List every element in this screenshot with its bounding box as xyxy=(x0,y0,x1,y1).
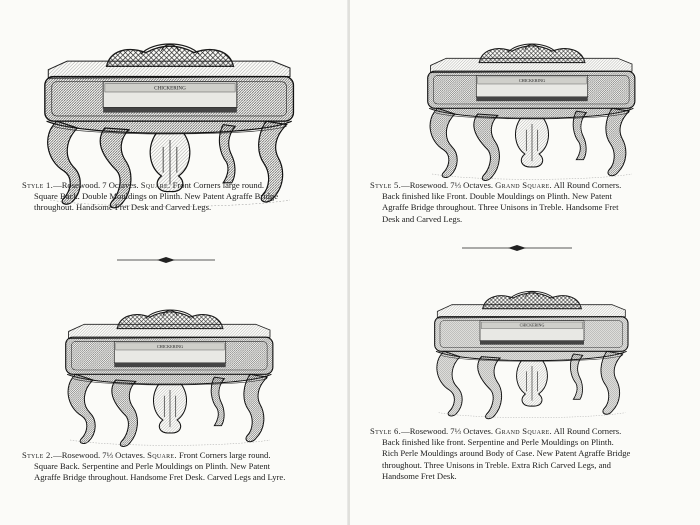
caption-line: Rich Perle Mouldings around Body of Case. New Patent Agraffe Bridge xyxy=(382,448,631,459)
style-label: Style 2. xyxy=(22,450,54,460)
piano-engraving-style-6 xyxy=(386,282,678,422)
caption-line: Back finished like front. Serpentine and Perle Mouldings on Plinth. xyxy=(382,437,614,448)
caption-line: throughout. Three Unisons in Treble. Extra Rich Carved Legs, and xyxy=(382,459,611,470)
style-label: Style 1. xyxy=(22,180,54,190)
caption-text: —Rosewood. 7 Octaves. xyxy=(53,180,141,190)
caption-style-2 xyxy=(22,450,342,484)
caption-keyword: Grand Square. xyxy=(495,180,553,190)
caption-line: Agraffe Bridge throughout. Three Unisons in Treble. Handsome Fret xyxy=(382,202,619,213)
caption-line: Handsome Fret Desk. xyxy=(382,470,457,481)
caption-text: Front Corners large round. xyxy=(170,180,265,190)
caption-style-5 xyxy=(370,180,696,225)
caption-keyword: Square. xyxy=(140,180,171,190)
caption-line: throughout. Handsome Fret Desk and Carved Legs. xyxy=(34,202,212,213)
caption-line: Square Back. Double Mouldings on Plinth. New Patent Agraffe Bridge xyxy=(34,191,279,202)
nameboard-label: CHICKERING xyxy=(518,77,546,83)
caption-line: Agraffe Bridge throughout. Handsome Fret Desk. Carved Legs and Lyre. xyxy=(34,472,286,483)
caption-keyword: Grand Square. xyxy=(495,426,553,436)
style-label: Style 6. xyxy=(370,426,402,436)
caption-text: Front Corners large round. xyxy=(176,450,271,460)
caption-keyword: Square. xyxy=(147,450,177,460)
caption-text: —Rosewood. 7⅓ Octaves. xyxy=(401,180,496,190)
nameboard-label: CHICKERING xyxy=(156,343,184,349)
caption-text: —Rosewood. 7⅓ Octaves. xyxy=(401,426,496,436)
ornamental-divider xyxy=(462,244,572,252)
right-page xyxy=(350,0,700,525)
nameboard-label: CHICKERING xyxy=(519,322,545,328)
left-page xyxy=(0,0,348,525)
caption-text: All Round Corners. xyxy=(552,180,622,190)
caption-style-6 xyxy=(370,426,696,482)
piano-engraving-style-5 xyxy=(386,34,678,184)
caption-text: All Round Corners. xyxy=(552,426,622,436)
nameboard-label: CHICKERING xyxy=(154,85,186,92)
piano-engraving-style-2 xyxy=(24,300,316,450)
style-label: Style 5. xyxy=(370,180,402,190)
caption-style-1 xyxy=(22,180,342,214)
ornamental-divider xyxy=(117,256,215,264)
caption-text: —Rosewood. 7⅓ Octaves. xyxy=(53,450,148,460)
caption-line: Back finished like Front. Double Mouldings on Plinth. New Patent xyxy=(382,191,612,202)
caption-line: Desk and Carved Legs. xyxy=(382,213,463,224)
caption-line: Square Back. Serpentine and Perle Mouldings on Plinth. New Patent xyxy=(34,461,271,472)
